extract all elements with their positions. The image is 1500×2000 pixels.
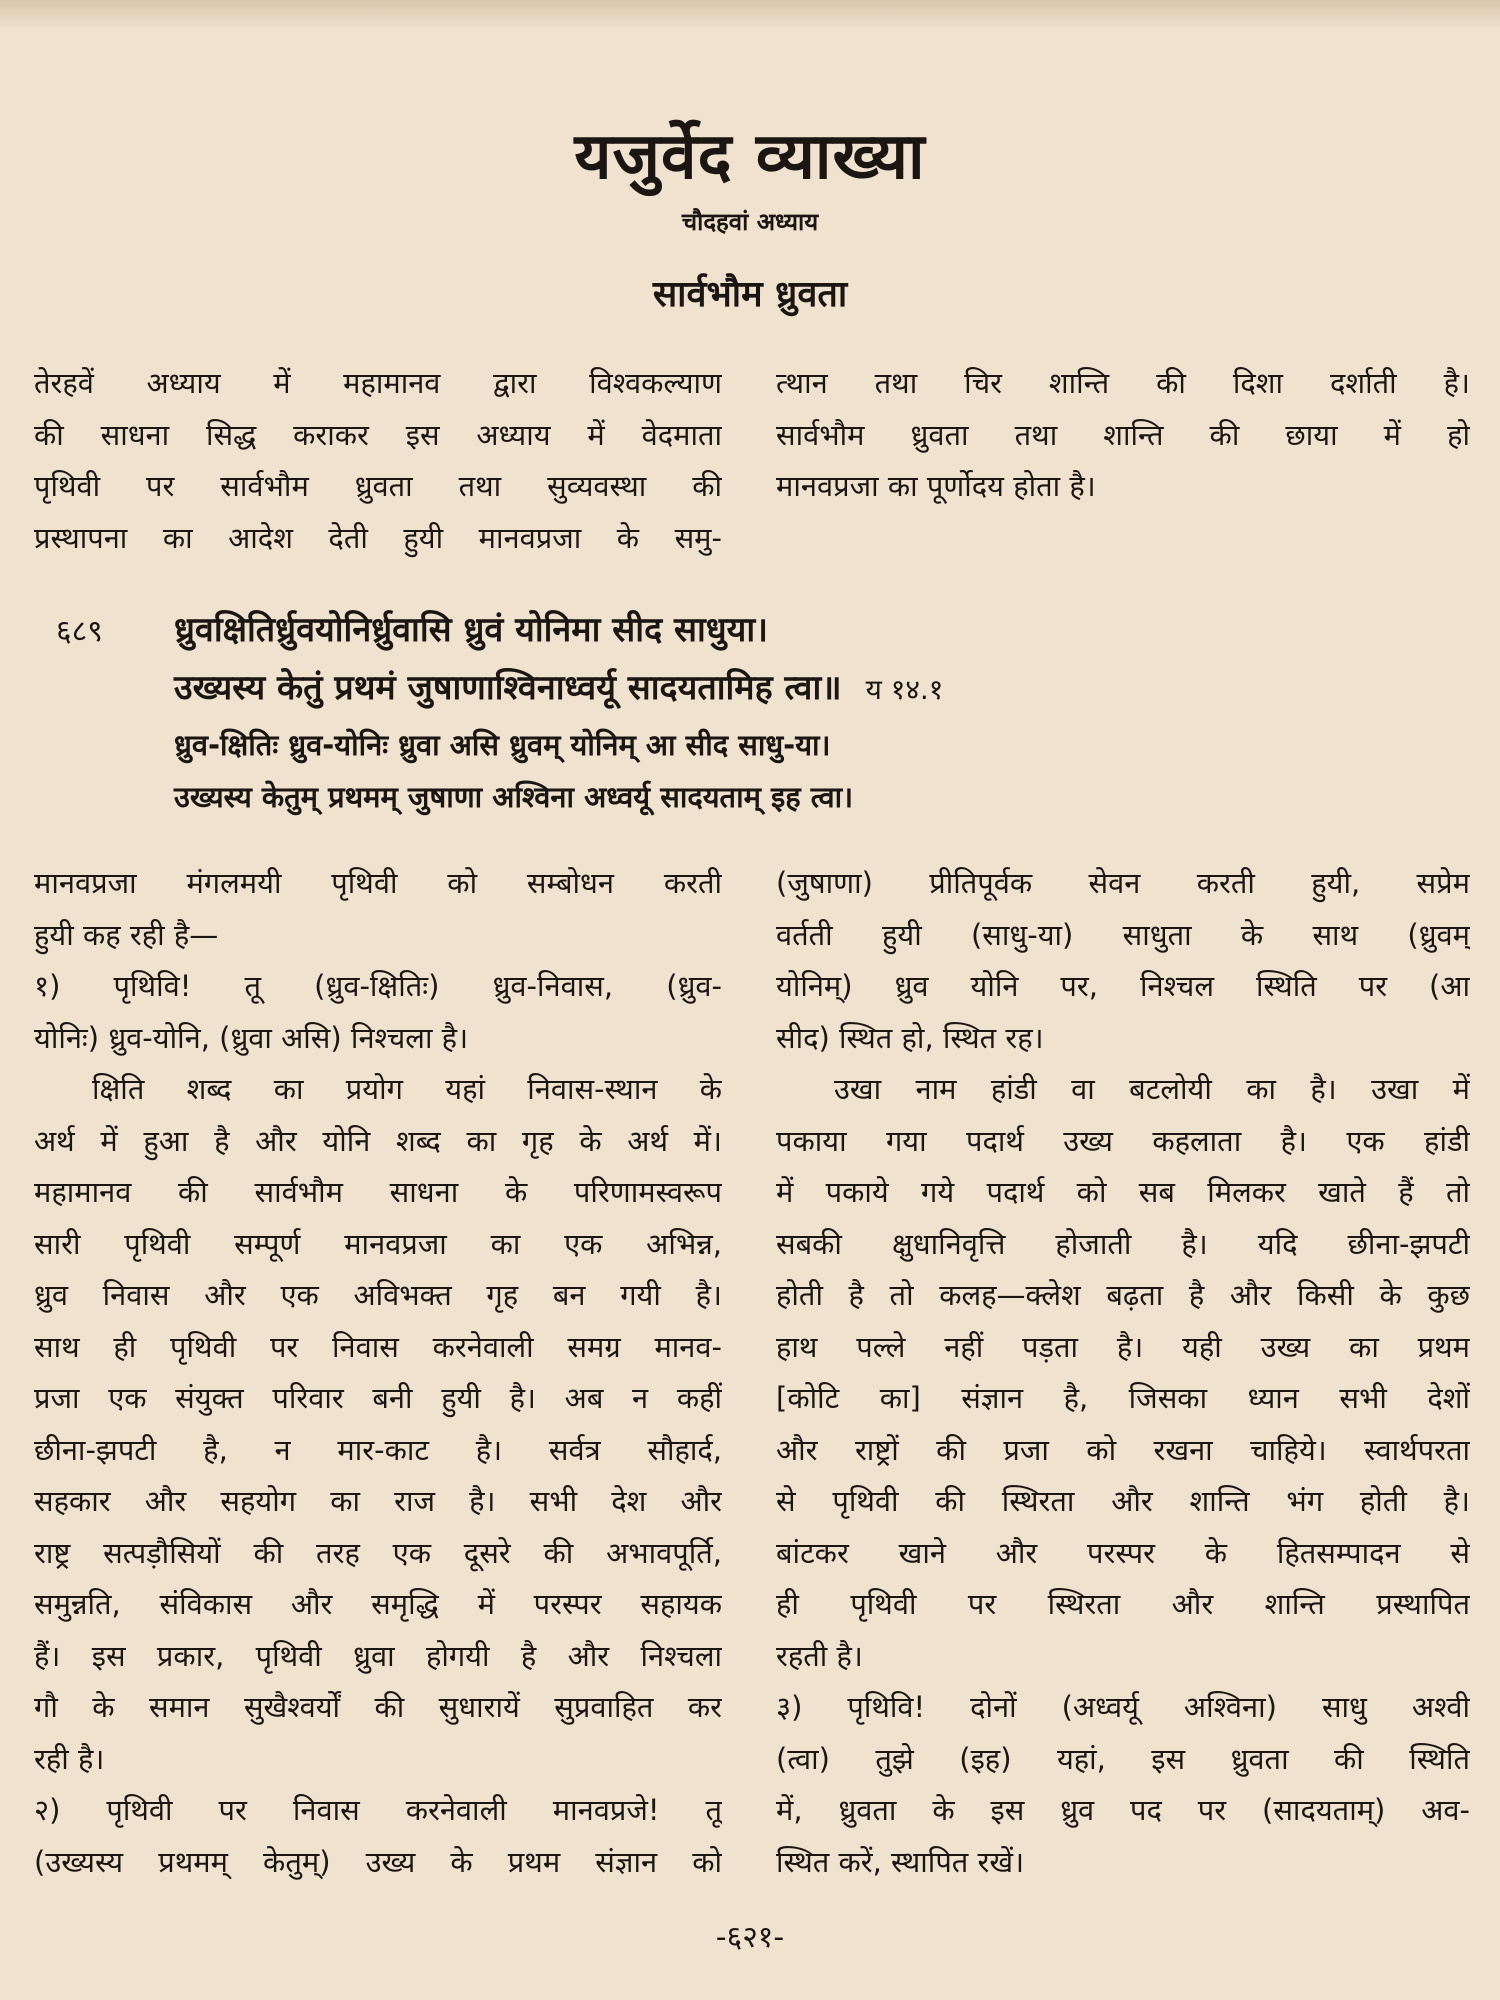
body-left-column xyxy=(34,858,722,1888)
pada-line-1: ध्रुव-क्षितिः ध्रुव-योनिः ध्रुवा असि ध्रुवम् योनिम् आ सीद साधु-या। xyxy=(174,728,831,762)
intro-line: त्थान तथा चिर शान्ति की दिशा दर्शाती है। xyxy=(776,366,1470,400)
intro-right-column xyxy=(776,358,1470,513)
verse-reference: य १४.१ xyxy=(865,673,944,706)
running-header-strip xyxy=(0,0,1500,30)
body-line: छीना-झपटी है, न मार-काट है। सर्वत्र सौहार्द, xyxy=(34,1432,722,1467)
body-line: सारी पृथिवी सम्पूर्ण मानवप्रजा का एक अभिन्न, xyxy=(34,1226,722,1261)
body-line: स्थित करें, स्थापित रखें। xyxy=(776,1844,1025,1879)
intro-left-column xyxy=(34,358,722,564)
body-line: होती है तो कलह—क्लेश बढ़ता है और किसी के कुछ xyxy=(776,1278,1470,1312)
page-number: -६२१- xyxy=(715,1920,785,1955)
body-line: हैं। इस प्रकार, पृथिवी ध्रुवा होगयी है और निश्चला xyxy=(34,1638,722,1673)
body-line: हुयी कह रही है— xyxy=(34,917,219,952)
body-line: (उख्यस्य प्रथमम् केतुम्) उख्य के प्रथम संज्ञान को xyxy=(34,1844,722,1879)
body-line: सबकी क्षुधानिवृत्ति होजाती है। यदि छीना-झपटी xyxy=(776,1226,1470,1261)
body-line: रही है। xyxy=(34,1741,105,1776)
body-line: ध्रुव निवास और एक अविभक्त गृह बन गयी है। xyxy=(34,1278,722,1312)
body-line: हाथ पल्ले नहीं पड़ता है। यही उख्य का प्रथम xyxy=(776,1329,1470,1364)
body-line: १) पृथिवि! तू (ध्रुव-क्षितिः) ध्रुव-निवास, (ध्रुव- xyxy=(34,969,722,1003)
body-line: क्षिति शब्द का प्रयोग यहां निवास-स्थान के xyxy=(92,1072,722,1106)
mantra-line-1: ध्रुवक्षितिर्ध्रुवयोनिर्ध्रुवासि ध्रुवं योनिमा सीद साधुया। xyxy=(174,610,769,650)
body-line: प्रजा एक संयुक्त परिवार बनी हुयी है। अब न कहीं xyxy=(34,1381,722,1415)
body-line: में पकाये गये पदार्थ को सब मिलकर खाते हैं तो xyxy=(776,1175,1470,1209)
intro-line: की साधना सिद्ध कराकर इस अध्याय में वेदमाता xyxy=(34,417,722,452)
intro-line: सार्वभौम ध्रुवता तथा शान्ति की छाया में हो xyxy=(776,417,1470,452)
body-line: ३) पृथिवि! दोनों (अध्वर्यू अश्विना) साधु अश्वी xyxy=(776,1690,1470,1724)
body-line: सीद) स्थित हो, स्थित रह। xyxy=(776,1020,1044,1055)
body-line: साथ ही पृथिवी पर निवास करनेवाली समग्र मानव- xyxy=(34,1329,722,1364)
body-line: रहती है। xyxy=(776,1638,863,1673)
body-line: अर्थ में हुआ है और योनि शब्द का गृह के अर्थ में। xyxy=(34,1123,722,1158)
body-line: मानवप्रजा मंगलमयी पृथिवी को सम्बोधन करती xyxy=(34,866,722,900)
body-line: सहकार और सहयोग का राज है। सभी देश और xyxy=(34,1484,722,1518)
mantra-line-2 xyxy=(174,663,943,709)
mantra-line-2-text: उख्यस्य केतुं प्रथमं जुषाणाश्विनाध्वर्यू सादयतामिह त्वा॥ xyxy=(174,668,842,708)
body-line: योनिम्) ध्रुव योनि पर, निश्चल स्थिति पर (आ xyxy=(776,969,1470,1003)
pada-line-2: उख्यस्य केतुम् प्रथमम् जुषाणा अश्विना अध्वर्यू सादयताम् इह त्वा। xyxy=(174,780,854,814)
intro-line: तेरहवें अध्याय में महामानव द्वारा विश्वकल्याण xyxy=(34,366,722,400)
body-line: (त्वा) तुझे (इह) यहां, इस ध्रुवता की स्थिति xyxy=(776,1741,1470,1776)
body-line: से पृथिवी की स्थिरता और शान्ति भंग होती है। xyxy=(776,1484,1470,1518)
intro-line: मानवप्रजा का पूर्णोदय होता है। xyxy=(776,469,1096,503)
body-line: पकाया गया पदार्थ उख्य कहलाता है। एक हांडी xyxy=(776,1123,1470,1158)
body-line: और राष्ट्रों की प्रजा को रखना चाहिये। स्वार्थपरता xyxy=(776,1432,1470,1467)
body-line: २) पृथिवी पर निवास करनेवाली मानवप्रजे! तू xyxy=(34,1793,722,1827)
page-title: यजुर्वेद व्याख्या xyxy=(574,120,926,194)
chapter-heading: चौदहवां अध्याय xyxy=(681,208,819,236)
body-line: में, ध्रुवता के इस ध्रुव पद पर (सादयताम्) अव- xyxy=(776,1793,1470,1827)
body-line: राष्ट्र सत्पड़ौसियों की तरह एक दूसरे की अभावपूर्ति, xyxy=(34,1535,722,1570)
intro-line: पृथिवी पर सार्वभौम ध्रुवता तथा सुव्यवस्था की xyxy=(34,469,722,503)
body-line: योनिः) ध्रुव-योनि, (ध्रुवा असि) निश्चला है। xyxy=(34,1020,469,1055)
section-heading: सार्वभौम ध्रुवता xyxy=(652,274,848,315)
verse-number: ६८९ xyxy=(56,614,103,649)
body-right-column xyxy=(776,858,1470,1888)
body-line: समुन्नति, संविकास और समृद्धि में परस्पर सहायक xyxy=(34,1587,722,1621)
body-line: गौ के समान सुखैश्वर्यों की सुधारायें सुप्रवाहित कर xyxy=(34,1690,722,1724)
intro-line: प्रस्थापना का आदेश देती हुयी मानवप्रजा के समु- xyxy=(34,520,722,555)
body-line: उखा नाम हांडी वा बटलोयी का है। उखा में xyxy=(834,1072,1470,1106)
body-line: (जुषाणा) प्रीतिपूर्वक सेवन करती हुयी, सप्रेम xyxy=(776,866,1470,900)
body-line: वर्तती हुयी (साधु-या) साधुता के साथ (ध्रुवम् xyxy=(776,917,1470,952)
body-line: बांटकर खाने और परस्पर के हितसम्पादन से xyxy=(776,1535,1470,1570)
body-line: महामानव की सार्वभौम साधना के परिणामस्वरूप xyxy=(34,1175,722,1209)
body-line: ही पृथिवी पर स्थिरता और शान्ति प्रस्थापित xyxy=(776,1587,1470,1621)
body-line: [कोटि का] संज्ञान है, जिसका ध्यान सभी देशों xyxy=(776,1381,1470,1415)
